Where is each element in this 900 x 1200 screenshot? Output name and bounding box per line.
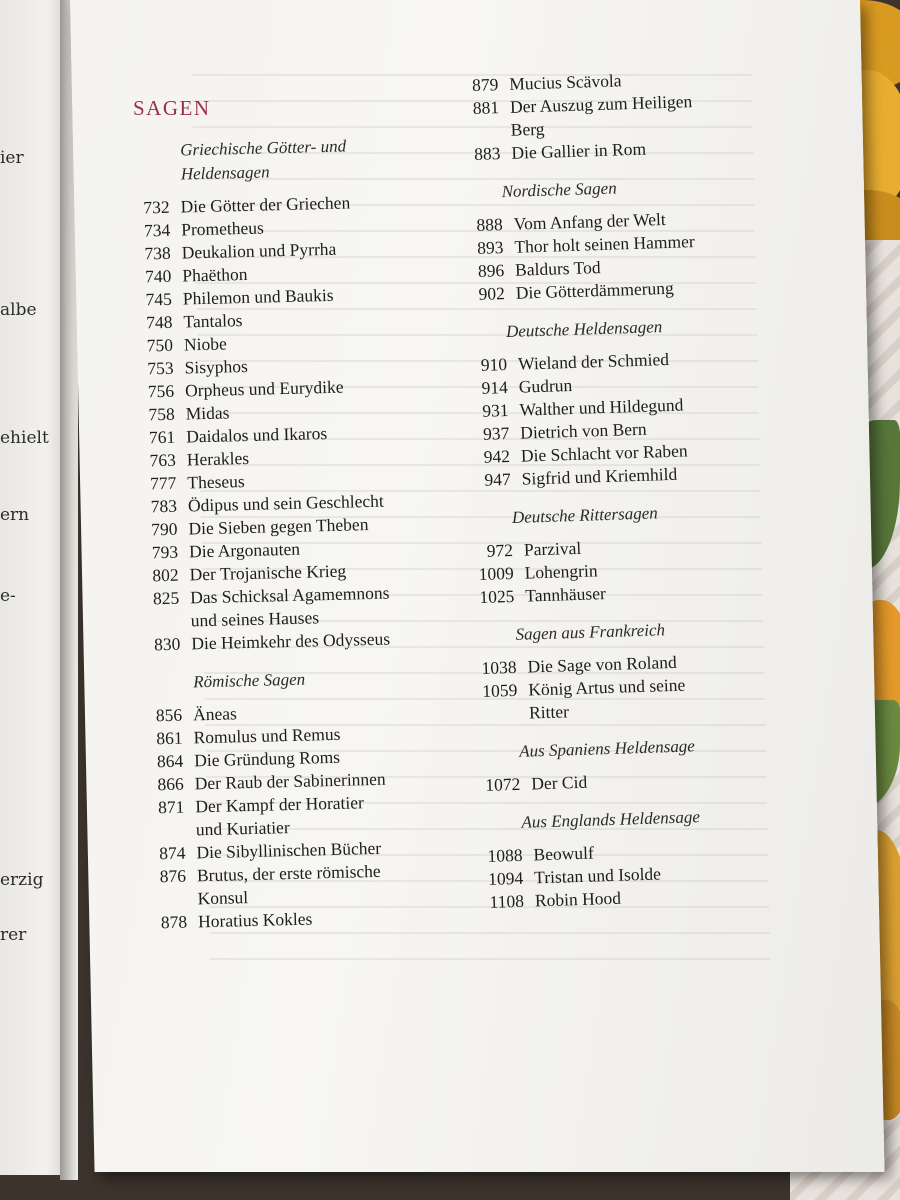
entry-title-continuation: Konsul <box>197 887 249 909</box>
entry-title: Midas <box>185 402 230 424</box>
page-number: 937 <box>482 423 510 444</box>
entry-title: Die Heimkehr des Odysseus <box>191 628 391 654</box>
entry-title: Tantalos <box>183 310 243 332</box>
section-heading: Aus Spaniens Heldensage <box>518 736 696 761</box>
page-number: 790 <box>151 518 178 540</box>
page-number: 1088 <box>487 844 523 866</box>
entry-title: Beowulf <box>533 842 595 865</box>
left-page-fragment: ier <box>0 148 24 168</box>
left-page-fragment: erzig <box>0 870 44 890</box>
left-page-fragment: rer <box>0 925 27 945</box>
entry-title: Dietrich von Bern <box>519 418 647 443</box>
entry-title: Orpheus und Eurydike <box>184 376 344 401</box>
section-heading: Deutsche Rittersagen <box>511 503 659 527</box>
entry-title-continuation: Ritter <box>528 701 570 723</box>
page-heading: SAGEN <box>133 96 211 120</box>
toc-column-left <box>120 133 439 936</box>
page-number: 753 <box>147 357 174 379</box>
entry-title: Robin Hood <box>534 887 622 911</box>
page-number: 876 <box>159 865 187 887</box>
page-number: 745 <box>145 288 173 310</box>
entry-title: Phaëthon <box>182 263 248 286</box>
page-number: 748 <box>145 311 173 333</box>
entry-title: Der Cid <box>530 771 588 794</box>
entry-title: Die Sage von Roland <box>527 651 678 677</box>
entry-title: Die Götter der Griechen <box>180 192 351 217</box>
entry-title: Romulus und Remus <box>193 723 341 748</box>
left-page-fragment: ehielt <box>0 428 49 448</box>
entry-title: Ödipus und sein Geschlecht <box>187 490 385 516</box>
entry-title: Mucius Scävola <box>508 70 622 94</box>
entry-title: Parzival <box>523 537 582 560</box>
left-page-fragment: albe <box>0 300 37 320</box>
page-number: 1059 <box>482 679 518 701</box>
page-number: 761 <box>148 426 176 448</box>
page-number: 902 <box>478 283 506 304</box>
entry-title: Vom Anfang der Welt <box>513 208 666 234</box>
section-heading: Deutsche Heldensagen <box>505 317 663 342</box>
entry-title: Daidalos und Ikaros <box>186 423 328 447</box>
left-page-edge <box>0 0 66 1175</box>
entry-title: Deukalion und Pyrrha <box>181 238 337 263</box>
entry-title-continuation: und seines Hauses <box>190 607 320 631</box>
entry-title: Tristan und Isolde <box>533 863 662 888</box>
entry-title: Wieland der Schmied <box>517 348 670 374</box>
entry-title: Sigfrid und Kriemhild <box>521 463 678 489</box>
page-number: 830 <box>153 633 181 655</box>
entry-title: Gudrun <box>518 375 573 397</box>
entry-title: Theseus <box>187 471 245 493</box>
entry-title: Die Gründung Roms <box>193 746 341 771</box>
entry-title: Niobe <box>183 333 228 355</box>
page-number: 914 <box>481 377 509 398</box>
page-number: 871 <box>157 796 185 818</box>
page-number: 763 <box>149 449 177 471</box>
entry-title-continuation: und Kuriatier <box>195 817 290 840</box>
page-number: 734 <box>143 219 171 241</box>
page-number: 732 <box>143 196 170 218</box>
page-number: 1038 <box>481 656 517 678</box>
section-heading: Aus Englands Heldensage <box>521 807 701 832</box>
page-number: 783 <box>150 495 178 517</box>
entry-title: Das Schicksal Agamemnons <box>189 582 390 608</box>
page-number: 972 <box>486 539 514 561</box>
section-heading: Sagen aus Frankreich <box>515 620 666 644</box>
page-number: 874 <box>158 842 186 864</box>
entry-title: König Artus und seine <box>528 674 686 700</box>
page-number: 825 <box>152 587 180 609</box>
page-number: 878 <box>160 911 188 933</box>
page-number: 1025 <box>479 585 515 608</box>
entry-title: Die Götterdämmerung <box>515 277 675 303</box>
page-number: 1108 <box>489 890 525 912</box>
entry-title: Die Schlacht vor Raben <box>520 440 688 466</box>
entry-title: Herakles <box>186 447 250 470</box>
page-number: 740 <box>144 265 172 287</box>
entry-title: Der Kampf der Horatier <box>195 792 365 817</box>
page-number: 931 <box>481 400 509 421</box>
entry-title: Sisyphos <box>184 355 249 378</box>
page-number: 864 <box>156 750 184 772</box>
page-number: 881 <box>472 97 500 118</box>
section-heading: Griechische Götter- und Heldensagen <box>180 136 347 184</box>
page-number: 866 <box>157 773 184 795</box>
page-number: 802 <box>152 564 179 586</box>
entry-title: Prometheus <box>180 217 265 240</box>
entry-title: Brutus, der erste römische <box>196 860 381 886</box>
page-number: 942 <box>483 445 511 467</box>
page-number: 756 <box>147 380 175 402</box>
entry-title: Horatius Kokles <box>197 908 313 932</box>
section-heading: Römische Sagen <box>193 669 306 692</box>
page-number: 750 <box>146 334 174 356</box>
entry-title: Tannhäuser <box>525 583 607 606</box>
entry-title: Walther und Hildegund <box>519 394 684 420</box>
entry-title: Baldurs Tod <box>514 257 601 280</box>
page-number: 1072 <box>484 773 521 795</box>
entry-title: Philemon und Baukis <box>182 284 334 309</box>
entry-title: Äneas <box>192 703 238 725</box>
page-number: 861 <box>156 727 183 749</box>
page-number: 896 <box>477 260 505 281</box>
entry-title: Thor holt seinen Hammer <box>514 231 695 257</box>
toc-column-right <box>440 67 766 916</box>
entry-title: Die Gallier in Rom <box>511 138 647 163</box>
toc-entry <box>462 766 763 798</box>
entry-title: Lohengrin <box>524 560 598 583</box>
page-number: 738 <box>144 242 172 264</box>
page-number: 1009 <box>478 562 514 585</box>
entry-title-continuation: Berg <box>510 118 545 140</box>
page-number: 883 <box>473 143 501 164</box>
page-number: 1094 <box>487 867 524 889</box>
left-page-fragment: e- <box>0 586 16 606</box>
page-number: 893 <box>476 237 504 258</box>
page-number: 793 <box>151 541 179 563</box>
entry-title: Die Sieben gegen Theben <box>188 514 369 539</box>
page-number: 777 <box>149 472 177 494</box>
left-page-fragment: ern <box>0 505 30 525</box>
entry-title: Der Auszug zum Heiligen <box>509 91 693 117</box>
entry-title: Die Argonauten <box>188 538 301 562</box>
entry-title: Der Raub der Sabinerinnen <box>194 768 386 794</box>
page-number: 856 <box>155 704 183 726</box>
page-number: 758 <box>148 403 175 425</box>
entry-title: Die Sibyllinischen Bücher <box>196 837 382 863</box>
page-number: 947 <box>484 468 512 490</box>
page-number: 910 <box>480 354 508 375</box>
section-heading: Nordische Sagen <box>501 178 617 202</box>
page-number: 888 <box>476 214 503 235</box>
entry-title: Der Trojanische Krieg <box>189 560 347 585</box>
page-number: 879 <box>471 74 499 95</box>
